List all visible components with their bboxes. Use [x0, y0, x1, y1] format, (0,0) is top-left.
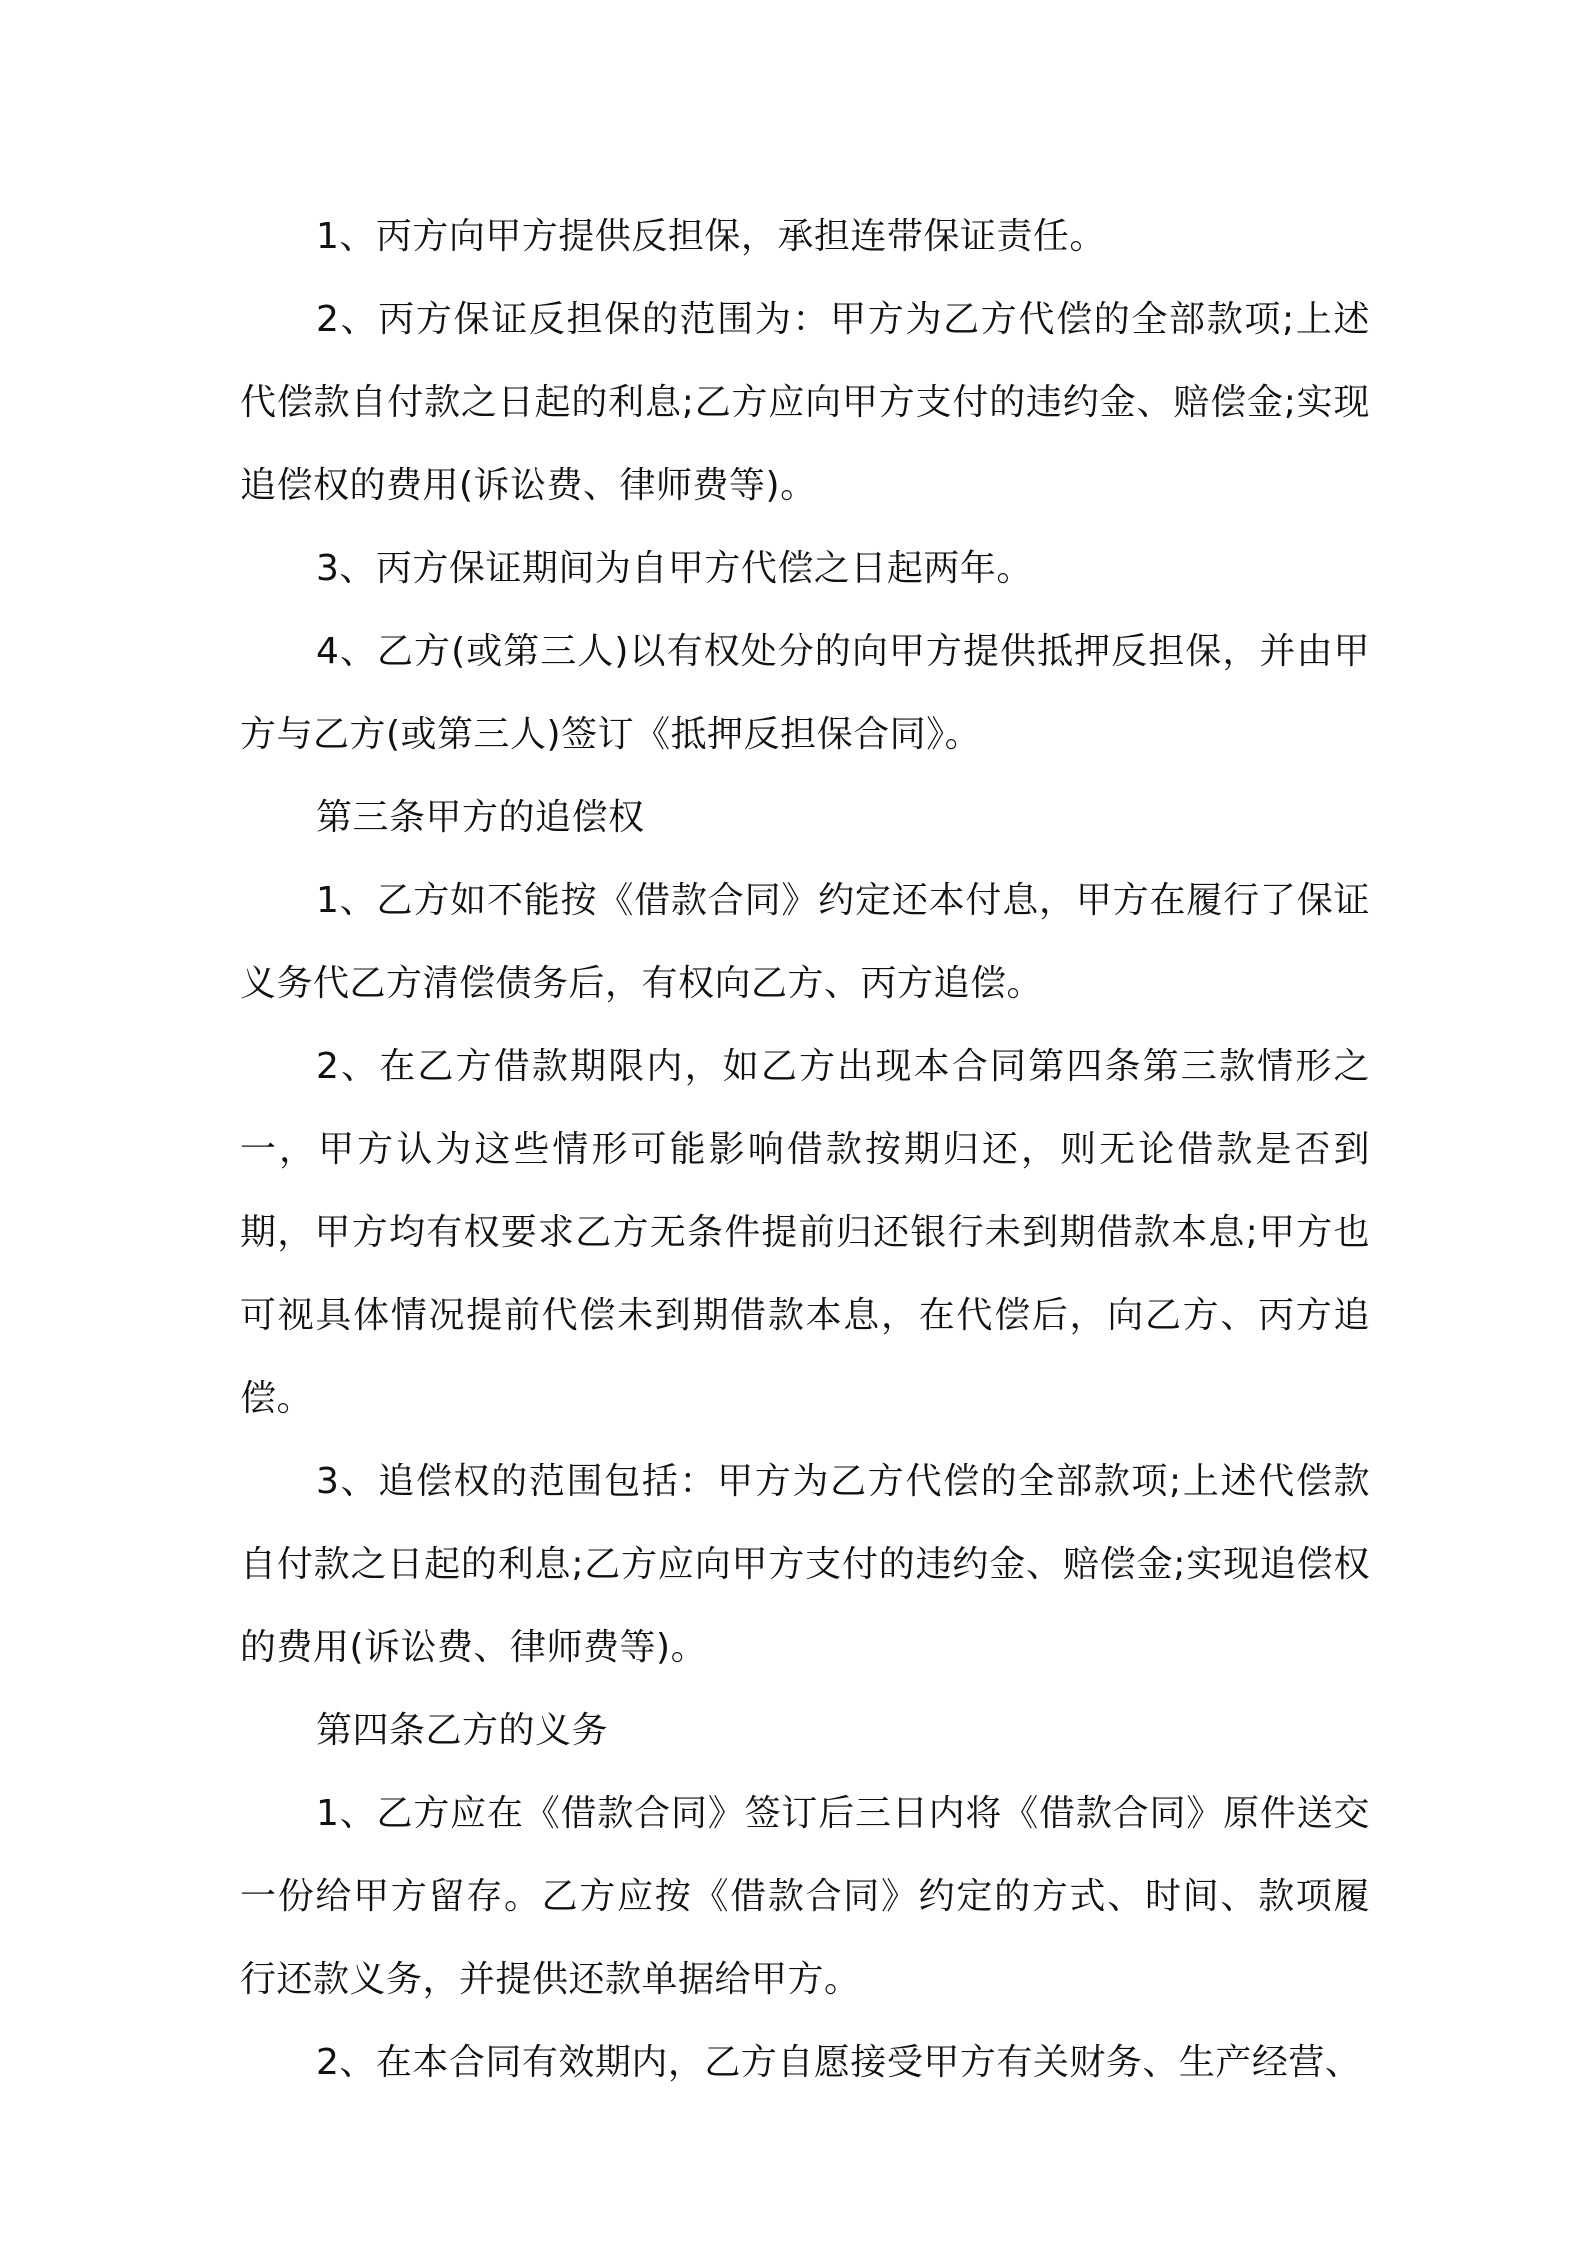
clause-paragraph: 2、丙方保证反担保的范围为：甲方为乙方代偿的全部款项;上述代偿款自付款之日起的利息;乙方应向甲方支付的违约金、赔偿金;实现追偿权的费用(诉讼费、律师费等)。 [240, 299, 1370, 506]
clause-paragraph: 2、在乙方借款期限内，如乙方出现本合同第四条第三款情形之一，甲方认为这些情形可能影响借款按期归还，则无论借款是否到期，甲方均有权要求乙方无条件提前归还银行未到期借款本息;甲方也可视具体情况提前代偿未到期借款本息，在代偿后，向乙方、丙方追偿。 [240, 1046, 1370, 1419]
document-body [240, 195, 1370, 2104]
clause-paragraph: 2、在本合同有效期内，乙方自愿接受甲方有关财务、生产经营、 [316, 2042, 1362, 2083]
clause-paragraph: 1、乙方如不能按《借款合同》约定还本付息，甲方在履行了保证义务代乙方清偿债务后，有权向乙方、丙方追偿。 [240, 880, 1370, 1004]
clause-paragraph: 1、丙方向甲方提供反担保，承担连带保证责任。 [316, 216, 1106, 257]
clause-paragraph: 3、丙方保证期间为自甲方代偿之日起两年。 [316, 548, 1033, 589]
article-heading: 第三条甲方的追偿权 [316, 797, 645, 838]
clause-paragraph: 3、追偿权的范围包括：甲方为乙方代偿的全部款项;上述代偿款自付款之日起的利息;乙方应向甲方支付的违约金、赔偿金;实现追偿权的费用(诉讼费、律师费等)。 [240, 1461, 1370, 1668]
clause-paragraph: 4、乙方(或第三人)以有权处分的向甲方提供抵押反担保，并由甲方与乙方(或第三人)签订《抵押反担保合同》。 [240, 631, 1370, 755]
article-heading: 第四条乙方的义务 [316, 1710, 609, 1751]
clause-paragraph: 1、乙方应在《借款合同》签订后三日内将《借款合同》原件送交一份给甲方留存。乙方应按《借款合同》约定的方式、时间、款项履行还款义务，并提供还款单据给甲方。 [240, 1793, 1370, 2000]
